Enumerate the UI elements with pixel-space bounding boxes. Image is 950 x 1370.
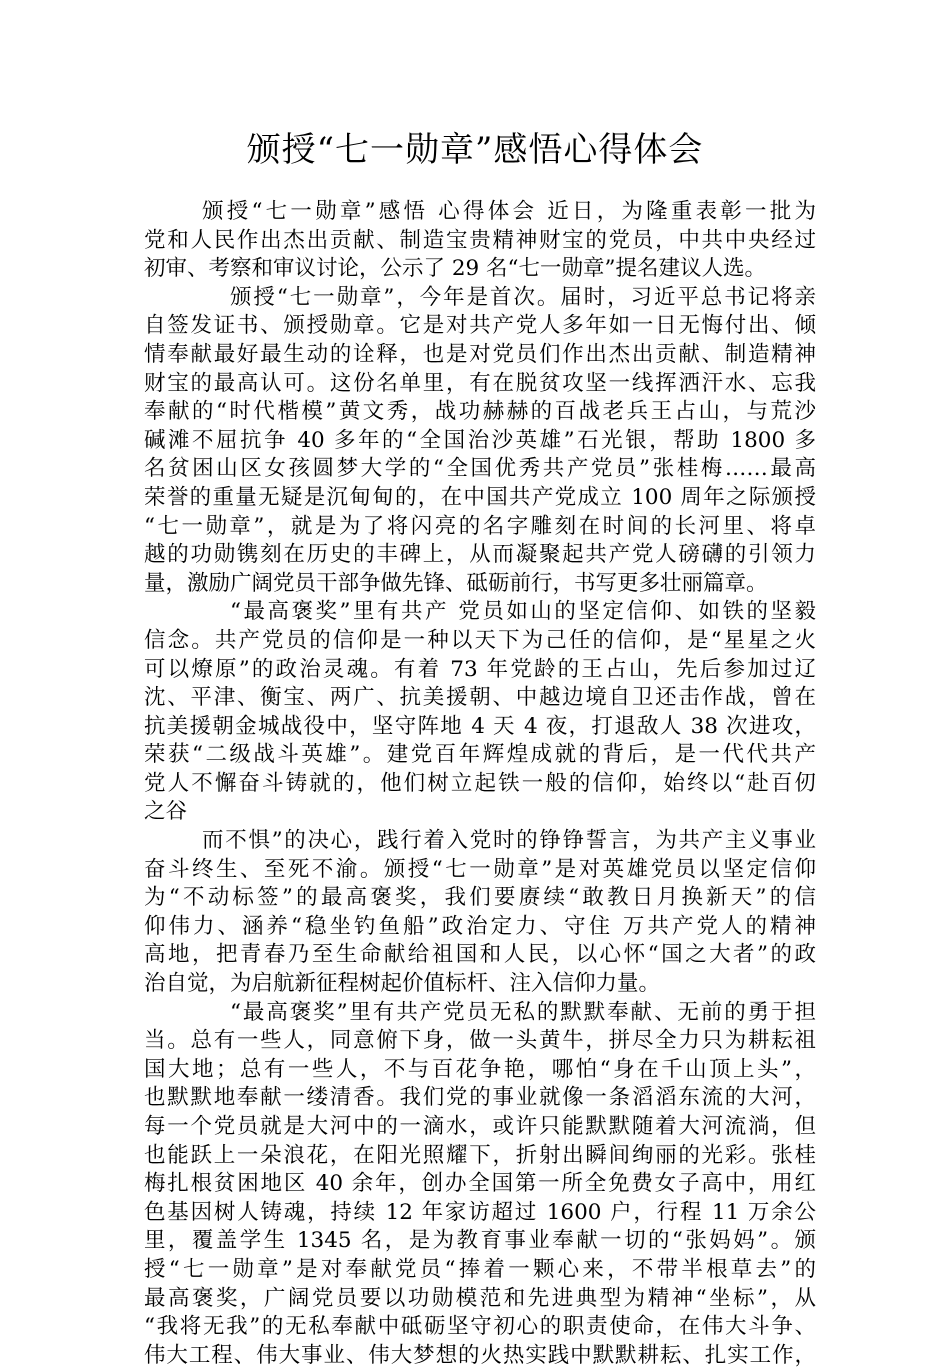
body-text-line: 色基因树人铸魂，持续 12 年家访超过 1600 户，行程 11 万余公 xyxy=(144,1199,816,1225)
body-text-line: 而不惧”的决心，践行着入党时的铮铮誓言，为共产主义事业 xyxy=(202,828,816,854)
body-text-line: 里，覆盖学生 1345 名，是为教育事业奉献一切的“张妈妈”。颁 xyxy=(144,1228,816,1254)
body-text-line: 可以燎原”的政治灵魂。有着 73 年党龄的王占山，先后参加过辽 xyxy=(144,656,816,682)
body-text-line: 党和人民作出杰出贡献、制造宝贵精神财宝的党员，中共中央经过 xyxy=(144,227,816,253)
body-text-line: 颁授“七一勋章”感悟 心得体会 近日，为隆重表彰一批为 xyxy=(202,199,816,224)
body-text-line: 自签发证书、颁授勋章。它是对共产党人多年如一日无悔付出、倾 xyxy=(144,313,816,339)
body-text-line: 沈、平津、衡宝、两广、抗美援朝、中越边境自卫还击作战，曾在 xyxy=(144,685,816,711)
body-text-line: “我将无我”的无私奉献中砥砺坚守初心的职责使命，在伟大斗争、 xyxy=(144,1314,816,1340)
body-text-line: “最高褒奖”里有共产 党员如山的坚定信仰、如铁的坚毅 xyxy=(230,599,816,625)
body-text-line: 情奉献最好最生动的诠释，也是对党员们作出杰出贡献、制造精神 xyxy=(144,341,816,367)
body-text-line: 高地，把青春乃至生命献给祖国和人民，以心怀“国之大者”的政 xyxy=(144,942,816,968)
body-text-line: 奉献的“时代楷模”黄文秀，战功赫赫的百战老兵王占山，与荒沙 xyxy=(144,399,816,425)
body-text-line: 初审、考察和审议讨论，公示了 29 名“七一勋章”提名建议人选。 xyxy=(144,256,767,282)
body-text-line: 最高褒奖，广阔党员要以功勋模范和先进典型为精神“坐标”，从 xyxy=(144,1285,816,1311)
body-text-line: 治自觉，为启航新征程树起价值标杆、注入信仰力量。 xyxy=(144,971,661,997)
body-text-line: 仰伟力、涵养“稳坐钓鱼船”政治定力、守住 万共产党人的精神 xyxy=(144,913,816,939)
document-body xyxy=(144,198,816,1370)
body-text-line: 量，激励广阔党员干部争做先锋、砥砺前行，书写更多壮丽篇章。 xyxy=(144,570,768,596)
body-text-line: 授“七一勋章”是对奉献党员“捧着一颗心来，不带半根草去”的 xyxy=(144,1256,816,1282)
body-text-line: “最高褒奖”里有共产党员无私的默默奉献、无前的勇于担 xyxy=(230,999,816,1025)
body-text-line: 国大地；总有一些人，不与百花争艳，哪怕“身在千山顶上头”， xyxy=(144,1056,816,1082)
body-text-line: 每一个党员就是大河中的一滴水，或许只能默默随着大河流淌，但 xyxy=(144,1114,816,1139)
body-text-line: 伟大工程、伟大事业、伟大梦想的火热实践中默默耕耘、扎实工作， xyxy=(144,1342,816,1368)
body-text-line: 为“不动标签”的最高褒奖，我们要赓续“敢教日月换新天”的信 xyxy=(144,885,816,911)
body-text-line: 之谷 xyxy=(144,799,188,825)
body-text-line: 抗美援朝金城战役中，坚守阵地 4 天 4 夜，打退敌人 38 次进攻， xyxy=(144,713,816,739)
body-text-line: 碱滩不屈抗争 40 多年的“全国治沙英雄”石光银，帮助 1800 多 xyxy=(144,427,816,453)
body-text-line: 梅扎根贫困地区 40 余年，创办全国第一所全免费女子高中，用红 xyxy=(144,1171,816,1197)
body-text-line: 当。总有一些人，同意俯下身，做一头黄牛，拼尽全力只为耕耘祖 xyxy=(144,1028,816,1054)
body-text-line: 颁授“七一勋章”，今年是首次。届时，习近平总书记将亲 xyxy=(230,284,816,310)
body-text-line: 也默默地奉献一缕清香。我们党的事业就像一条滔滔东流的大河， xyxy=(144,1085,816,1111)
body-text-line: 名贫困山区女孩圆梦大学的“全国优秀共产党员”张桂梅……最高 xyxy=(144,456,816,482)
body-text-line: 越的功勋镌刻在历史的丰碑上，从而凝聚起共产党人磅礴的引领力 xyxy=(144,542,816,568)
body-text-line: 也能跃上一朵浪花，在阳光照耀下，折射出瞬间绚丽的光彩。张桂 xyxy=(144,1142,816,1168)
body-text-line: 信念。共产党员的信仰是一种以天下为己任的信仰，是“星星之火 xyxy=(144,627,816,653)
body-text-line: 党人不懈奋斗铸就的，他们树立起铁一般的信仰，始终以“赴百仞 xyxy=(144,770,816,796)
document-title: 颁授“七一勋章”感悟心得体会 xyxy=(246,130,704,170)
body-text-line: 奋斗终生、至死不渝。颁授“七一勋章”是对英雄党员以坚定信仰 xyxy=(144,856,816,882)
body-text-line: 荣誉的重量无疑是沉甸甸的，在中国共产党成立 100 周年之际颁授 xyxy=(144,484,816,510)
body-text-line: “七一勋章”，就是为了将闪亮的名字雕刻在时间的长河里、将卓 xyxy=(144,513,816,539)
body-text-line: 财宝的最高认可。这份名单里，有在脱贫攻坚一线挥洒汗水、忘我 xyxy=(144,370,816,396)
body-text-line: 荣获“二级战斗英雄”。建党百年辉煌成就的背后，是一代代共产 xyxy=(144,742,816,768)
